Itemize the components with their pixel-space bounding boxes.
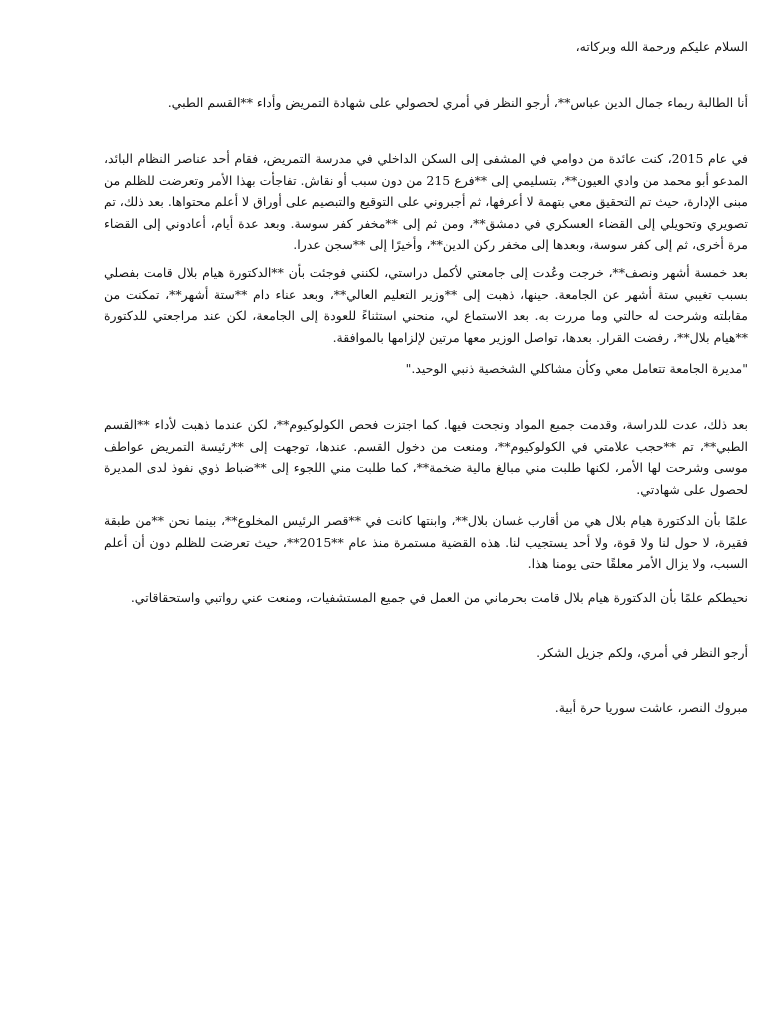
story-paragraph-arrest: في عام 2015، كنت عائدة من دوامي في المشفى إلى السكن الداخلي في مدرسة التمريض، فقام أحد عناصر النظام البائد، المدعو أبو محمد من وادي العيون**، بتسليمي إلى **فرع 215 من دون سبب أو نقاش. تفاجأت بهذا الأمر وتعرضت للظلم من مبنى الإدارة، حيث تم التحقيق معي بتهمة لا أعرفها، ثم أجبروني على التوقيع والتبصيم على أوراق لا أعلم محتواها. بعد ذلك، تم تصويري وتحويلي إلى القضاء العسكري في دمشق**، ومن ثم إلى **مخفر كفر سوسة. وبعد عدة أيام، أعادوني إلى القضاء مرة أخرى، ثم إلى كفر سوسة، وبعدها إلى مخفر ركن الدين**، وأخيرًا إلى **سجن عدرا.: [104, 151, 748, 252]
intro-paragraph: أنا الطالبة ريماء جمال الدين عباس**، أرجو النظر في أمري لحصولي على شهادة التمريض وأداء **القسم الطبي.: [167, 95, 748, 110]
request-line: أرجو النظر في أمري، ولكم جزيل الشكر.: [536, 645, 748, 660]
quote-paragraph: "مديرة الجامعة تتعامل معي وكأن مشاكلي الشخصية ذنبي الوحيد.": [405, 361, 748, 376]
notice-paragraph: نحيطكم علمًا بأن الدكتورة هيام بلال قامت بحرماني من العمل في جميع المستشفيات، ومنعت عني رواتبي واستحقاقاتي.: [130, 590, 748, 605]
story-paragraph-context: علمًا بأن الدكتورة هيام بلال هي من أقارب غسان بلال**، وابنتها كانت في **قصر الرئيس المخلوع**، بينما نحن **من طبقة فقيرة، لا حول لنا ولا قوة، ولا أحد يستجيب لنا. هذه القضية مستمرة منذ عام **2015**، حيث تعرضت للظلم دون أن أعلم السبب، ولا يزال الأمر معلقًا حتى يومنا هذا.: [104, 513, 748, 571]
closing-line: مبروك النصر، عاشت سوريا حرة أبية.: [554, 700, 748, 715]
story-paragraph-exam: بعد ذلك، عدت للدراسة، وقدمت جميع المواد ونجحت فيها. كما اجتزت فحص الكولوكيوم**، لكن عندما ذهبت لأداء **القسم الطبي**، تم **حجب علامتي في الكولوكيوم**، ومنعت من دخول القسم. عندها، توجهت إلى **رئيسة التمريض عواطف موسى وشرحت لها الأمر، لكنها طلبت مني مبالغ مالية ضخمة**، كما طلبت مني اللجوء إلى **ضباط ذوي نفوذ لدى المديرة لحصول على شهادتي.: [104, 417, 748, 497]
story-paragraph-return: بعد خمسة أشهر ونصف**، خرجت وعُدت إلى جامعتي لأكمل دراستي، لكنني فوجئت بأن **الدكتورة هيام بلال قامت بفصلي بسبب تغيبي ستة أشهر عن الجامعة. حينها، ذهبت إلى **وزير التعليم العالي**، وبعد عناء دام **ستة أشهر**، تمكنت من مقابلته وشرحت له حالتي وما مررت به. بعد الاستماع لي، منحني استثناءً للعودة إلى الجامعة، لكن عند مراجعتي للدكتورة **هيام بلال**، رفضت القرار. بعدها، تواصل الوزير معها مرتين لإلزامها بالموافقة.: [104, 265, 748, 345]
greeting-line: السلام عليكم ورحمة الله وبركاته،: [575, 39, 748, 54]
